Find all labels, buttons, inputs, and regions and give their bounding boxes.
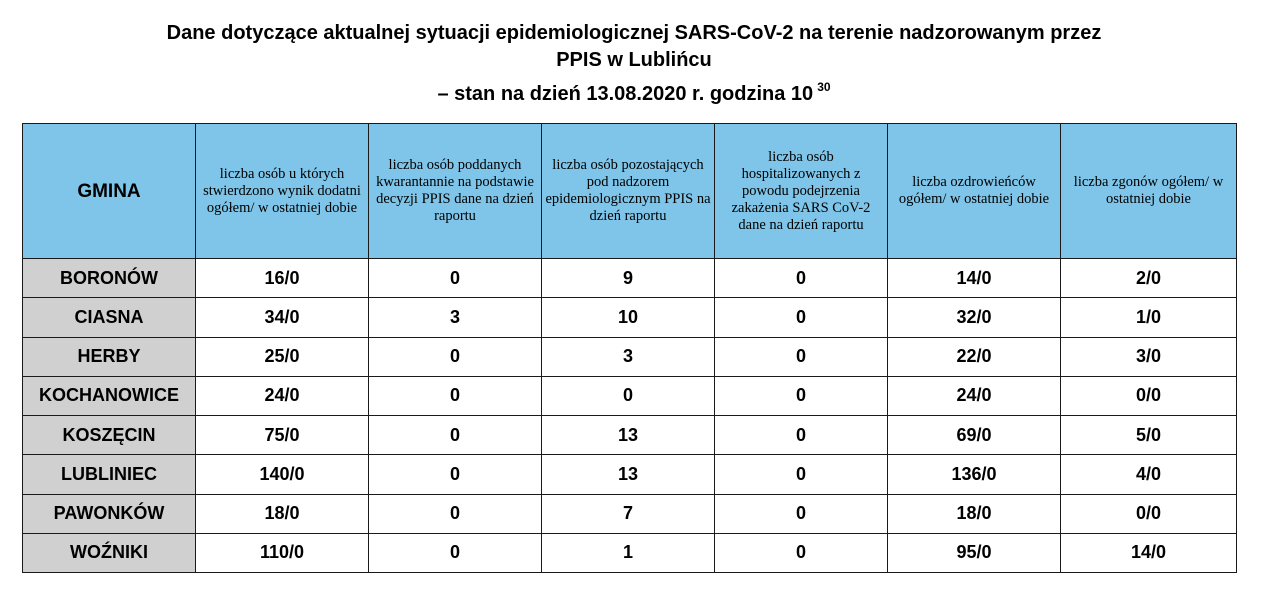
header-supervision: liczba osób pozostających pod nadzorem epidemiologicznym PPIS na dzień raportu [542,124,715,259]
supervision-cell: 13 [542,455,715,494]
hospitalized-cell: 0 [715,455,888,494]
gmina-cell: BORONÓW [23,259,196,298]
table-row [23,533,1237,572]
header-positive-cases: liczba osób u których stwierdzono wynik dodatni ogółem/ w ostatniej dobie [196,124,369,259]
hospitalized-cell: 0 [715,259,888,298]
supervision-cell: 9 [542,259,715,298]
recovered-cell: 69/0 [888,416,1061,455]
table-body [23,259,1237,573]
header-recovered: liczba ozdrowieńców ogółem/ w ostatniej dobie [888,124,1061,259]
quarantine-cell: 0 [369,376,542,415]
report-time-minutes: 30 [817,80,831,94]
hospitalized-cell: 0 [715,533,888,572]
deaths-cell: 5/0 [1061,416,1237,455]
quarantine-cell: 0 [369,494,542,533]
document-title [0,20,1268,108]
deaths-cell: 3/0 [1061,337,1237,376]
report-date-text: – stan na dzień 13.08.2020 r. godzina 10 [437,83,814,105]
table-row [23,298,1237,337]
positive-cases-cell: 16/0 [196,259,369,298]
positive-cases-cell: 24/0 [196,376,369,415]
supervision-cell: 10 [542,298,715,337]
quarantine-cell: 0 [369,416,542,455]
header-deaths: liczba zgonów ogółem/ w ostatniej dobie [1061,124,1237,259]
recovered-cell: 18/0 [888,494,1061,533]
table-row [23,494,1237,533]
recovered-cell: 136/0 [888,455,1061,494]
recovered-cell: 14/0 [888,259,1061,298]
positive-cases-cell: 140/0 [196,455,369,494]
supervision-cell: 7 [542,494,715,533]
header-gmina: GMINA [23,124,196,259]
table-row [23,416,1237,455]
hospitalized-cell: 0 [715,416,888,455]
table-row [23,337,1237,376]
quarantine-cell: 0 [369,455,542,494]
title-line-3 [0,74,1268,108]
positive-cases-cell: 75/0 [196,416,369,455]
recovered-cell: 32/0 [888,298,1061,337]
quarantine-cell: 0 [369,337,542,376]
quarantine-cell: 0 [369,259,542,298]
title-line-2: PPIS w Lublińcu [556,49,712,71]
deaths-cell: 4/0 [1061,455,1237,494]
supervision-cell: 3 [542,337,715,376]
table-row [23,376,1237,415]
gmina-cell: KOCHANOWICE [23,376,196,415]
supervision-cell: 1 [542,533,715,572]
epidemiological-data-table [22,123,1237,573]
table-header-row [23,124,1237,259]
hospitalized-cell: 0 [715,494,888,533]
title-line-1: Dane dotyczące aktualnej sytuacji epidemiologicznej SARS-CoV-2 na terenie nadzorowanym przez [166,22,1102,44]
table-row [23,259,1237,298]
supervision-cell: 13 [542,416,715,455]
table-row [23,455,1237,494]
gmina-cell: PAWONKÓW [23,494,196,533]
recovered-cell: 95/0 [888,533,1061,572]
recovered-cell: 24/0 [888,376,1061,415]
gmina-cell: LUBLINIEC [23,455,196,494]
positive-cases-cell: 25/0 [196,337,369,376]
header-hospitalized: liczba osób hospitalizowanych z powodu podejrzenia zakażenia SARS CoV-2 dane na dzień raportu [715,124,888,259]
deaths-cell: 14/0 [1061,533,1237,572]
positive-cases-cell: 34/0 [196,298,369,337]
quarantine-cell: 0 [369,533,542,572]
positive-cases-cell: 110/0 [196,533,369,572]
deaths-cell: 2/0 [1061,259,1237,298]
gmina-cell: CIASNA [23,298,196,337]
hospitalized-cell: 0 [715,376,888,415]
supervision-cell: 0 [542,376,715,415]
hospitalized-cell: 0 [715,298,888,337]
quarantine-cell: 3 [369,298,542,337]
recovered-cell: 22/0 [888,337,1061,376]
gmina-cell: HERBY [23,337,196,376]
hospitalized-cell: 0 [715,337,888,376]
gmina-cell: WOŹNIKI [23,533,196,572]
header-quarantine: liczba osób poddanych kwarantannie na podstawie decyzji PPIS dane na dzień raportu [369,124,542,259]
gmina-cell: KOSZĘCIN [23,416,196,455]
deaths-cell: 0/0 [1061,376,1237,415]
deaths-cell: 0/0 [1061,494,1237,533]
deaths-cell: 1/0 [1061,298,1237,337]
positive-cases-cell: 18/0 [196,494,369,533]
